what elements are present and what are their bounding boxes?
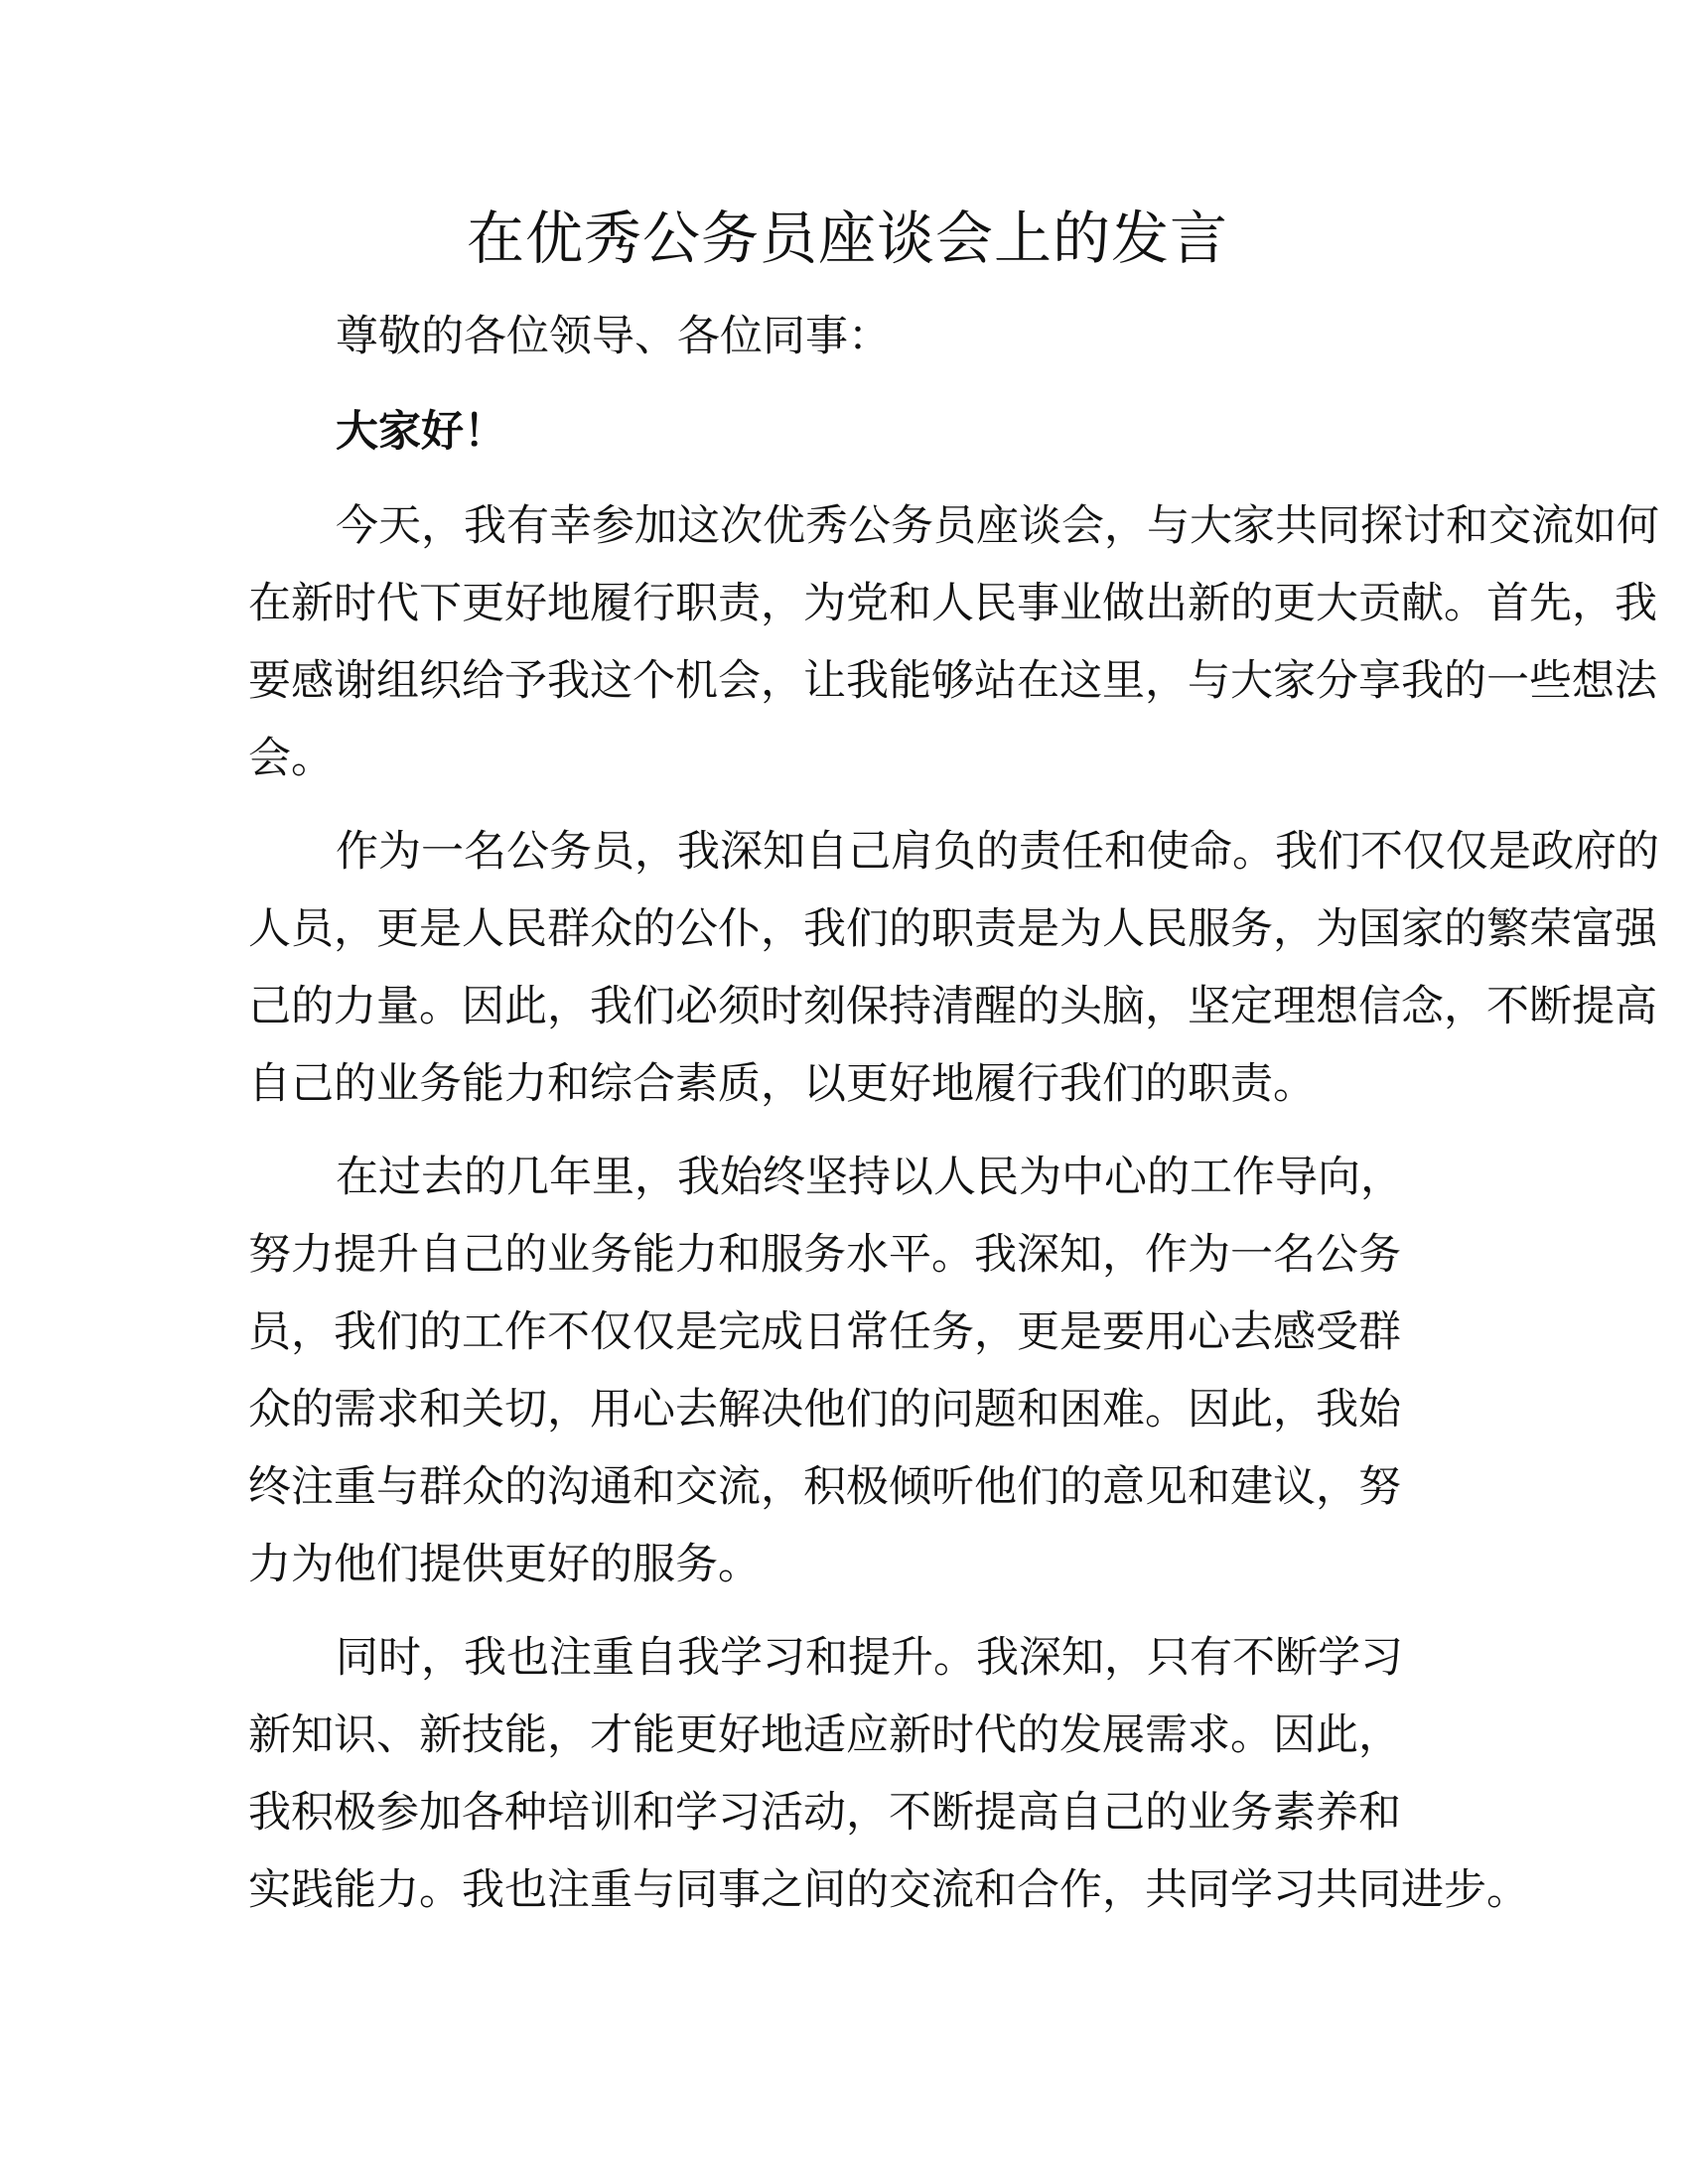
paragraph-line: 要感谢组织给予我这个机会，让我能够站在这里，与大家分享我的一些想法 xyxy=(248,656,1657,706)
paragraph-line: 人员，更是人民群众的公仆，我们的职责是为人民服务，为国家的繁荣富强 xyxy=(248,904,1657,954)
paragraph-line: 同时，我也注重自我学习和提升。我深知，只有不断学习 xyxy=(336,1633,1403,1683)
paragraph-line: 员，我们的工作不仅仅是完成日常任务，更是要用心去感受群 xyxy=(248,1307,1401,1357)
paragraph-line: 终注重与群众的沟通和交流，积极倾听他们的意见和建议，努 xyxy=(248,1462,1401,1512)
paragraph-line: 自己的业务能力和综合素质，以更好地履行我们的职责。 xyxy=(248,1059,1316,1109)
greeting: 大家好！ xyxy=(336,407,506,457)
document-title: 在优秀公务员座谈会上的发言 xyxy=(467,205,1229,272)
paragraph-line: 今天，我有幸参加这次优秀公务员座谈会，与大家共同探讨和交流如何 xyxy=(336,501,1659,551)
paragraph-line: 作为一名公务员，我深知自己肩负的责任和使命。我们不仅仅是政府的 xyxy=(336,827,1659,877)
paragraph-line: 我积极参加各种培训和学习活动，不断提高自己的业务素养和 xyxy=(248,1788,1401,1838)
paragraph-line: 众的需求和关切，用心去解决他们的问题和困难。因此，我始 xyxy=(248,1385,1401,1434)
paragraph-line: 会。 xyxy=(248,734,334,783)
paragraph-line: 新知识、新技能，才能更好地适应新时代的发展需求。因此， xyxy=(248,1710,1401,1760)
paragraph-line: 实践能力。我也注重与同事之间的交流和合作，共同学习共同进步。 xyxy=(248,1865,1529,1915)
paragraph-line: 努力提升自己的业务能力和服务水平。我深知，作为一名公务 xyxy=(248,1230,1401,1280)
salutation: 尊敬的各位领导、各位同事： xyxy=(336,312,891,361)
paragraph-line: 在新时代下更好地履行职责，为党和人民事业做出新的更大贡献。首先，我 xyxy=(248,579,1657,628)
paragraph-line: 己的力量。因此，我们必须时刻保持清醒的头脑，坚定理想信念，不断提高 xyxy=(248,982,1657,1031)
paragraph-line: 在过去的几年里，我始终坚持以人民为中心的工作导向， xyxy=(336,1153,1403,1202)
paragraph-line: 力为他们提供更好的服务。 xyxy=(248,1540,761,1589)
